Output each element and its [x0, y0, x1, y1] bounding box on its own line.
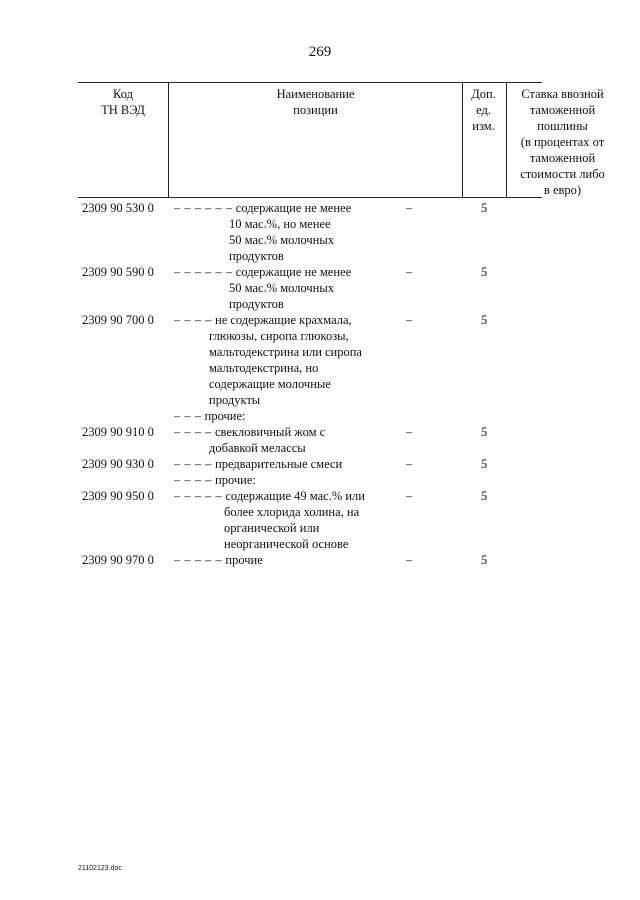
row-dash-level: – – – [174, 409, 202, 423]
row-dash-level: – – – – [174, 425, 212, 439]
row-description-line: более хлорида холина, на [224, 505, 360, 519]
row-code: 2309 90 970 0 [82, 553, 154, 567]
table-row [78, 264, 548, 312]
row-description-line: 10 мас.%, но менее [229, 217, 331, 231]
row-description-line: глюкозы, сиропа глюкозы, [209, 329, 349, 343]
table-row [78, 456, 548, 472]
row-duty: 5 [480, 553, 488, 567]
row-dash-level: – – – – [174, 457, 212, 471]
row-code: 2309 90 700 0 [82, 313, 154, 327]
table-row [78, 488, 548, 552]
table-row [78, 424, 548, 456]
row-dash-level: – – – – – [174, 553, 223, 567]
row-duty: 5 [480, 201, 488, 215]
row-description [174, 488, 424, 552]
header-duty: Ставка ввозной таможенной пошлины (в процентах от таможенной стоимости либо в евро) [506, 83, 618, 197]
row-unit: – [405, 553, 413, 567]
row-description [174, 552, 424, 568]
row-description-line: содержащие молочные [209, 377, 331, 391]
table-row [78, 408, 548, 424]
row-description [174, 200, 424, 264]
row-unit: – [405, 265, 413, 279]
row-description-line: продуктов [229, 297, 284, 311]
row-code: 2309 90 590 0 [82, 265, 154, 279]
row-description-line: продуктов [229, 249, 284, 263]
footer-filename: 21102123.doc [78, 865, 122, 872]
row-dash-level: – – – – – – [174, 265, 233, 279]
row-description-line: неорганической основе [224, 537, 349, 551]
row-code: 2309 90 930 0 [82, 457, 154, 471]
row-description [174, 264, 424, 312]
table-body [78, 200, 548, 568]
row-dash-level: – – – – – [174, 489, 223, 503]
row-unit: – [405, 425, 413, 439]
table-header [78, 83, 605, 197]
header-code: Код ТН ВЭД [101, 87, 145, 117]
header-bottom-rule [78, 197, 542, 198]
row-unit: – [405, 201, 413, 215]
row-unit: – [405, 489, 413, 503]
row-duty: 5 [480, 457, 488, 471]
row-code: 2309 90 910 0 [82, 425, 154, 439]
row-description-line: мальтодекстрина, но [209, 361, 319, 375]
table-row [78, 472, 548, 488]
row-description-line: 50 мас.% молочных [229, 281, 334, 295]
row-description-line: свекловичный жом с [211, 425, 326, 439]
row-description-line: органической или [224, 521, 320, 535]
table-row [78, 552, 548, 568]
row-description-line: не содержащие крахмала, [211, 313, 352, 327]
row-duty: 5 [480, 489, 488, 503]
row-dash-level: – – – – [174, 313, 212, 327]
row-description-line: мальтодекстрина или сиропа [209, 345, 362, 359]
row-description [174, 424, 424, 456]
page-number: 269 [308, 44, 332, 60]
row-unit: – [405, 313, 413, 327]
row-description-line: содержащие не менее [232, 201, 352, 215]
row-description [174, 408, 424, 424]
row-description [174, 472, 424, 488]
row-dash-level: – – – – – – [174, 201, 233, 215]
row-duty: 5 [480, 425, 488, 439]
row-description-line: содержащие 49 мас.% или [222, 489, 365, 503]
row-description [174, 312, 424, 408]
row-description-line: добавкой мелассы [209, 441, 306, 455]
header-unit: Доп. ед. изм. [462, 83, 504, 197]
row-description-line: прочие: [201, 409, 246, 423]
row-description-line: 50 мас.% молочных [229, 233, 334, 247]
row-description-line: прочие: [211, 473, 256, 487]
row-description-line: предварительные смеси [211, 457, 343, 471]
row-duty: 5 [480, 265, 488, 279]
table-row [78, 312, 548, 408]
row-dash-level: – – – – [174, 473, 212, 487]
row-description-line: продукты [209, 393, 261, 407]
row-code: 2309 90 950 0 [82, 489, 154, 503]
row-description-line: содержащие не менее [232, 265, 352, 279]
row-description-line: прочие [222, 553, 263, 567]
header-name: Наименование позиции [168, 83, 462, 197]
row-description [174, 456, 424, 472]
row-duty: 5 [480, 313, 488, 327]
row-unit: – [405, 457, 413, 471]
table-row [78, 200, 548, 264]
row-code: 2309 90 530 0 [82, 201, 154, 215]
